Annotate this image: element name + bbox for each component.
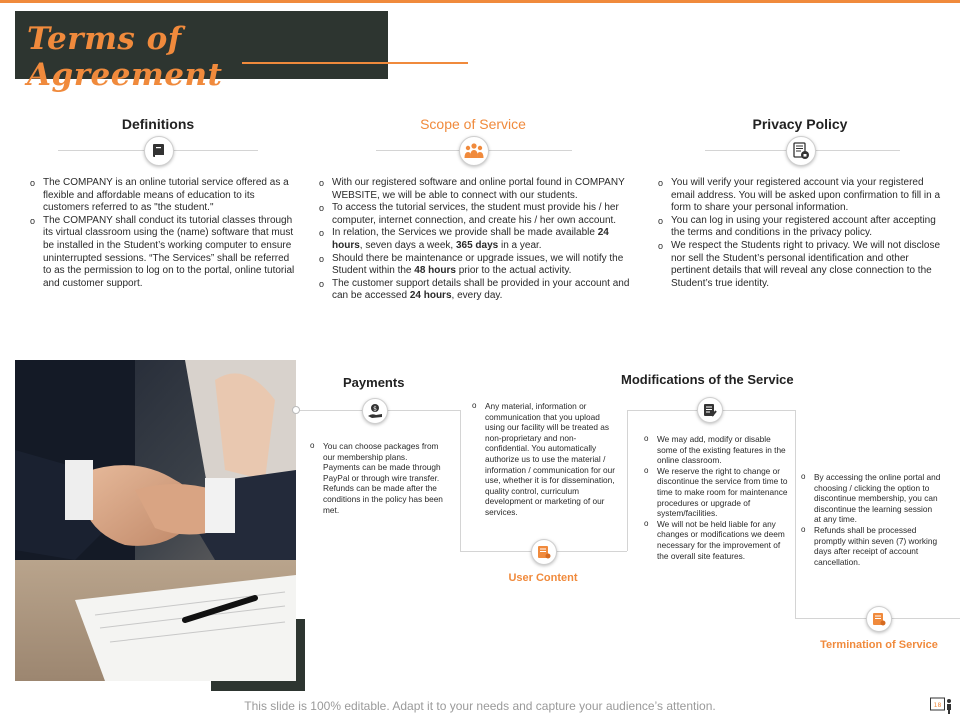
scope-item: o In relation, the Services we provide shall be made available 24 hours, seven days a week, 365 days in a year. (319, 227, 631, 252)
privacy-item: o You will verify your registered account via your registered email address. You will be asked upon confirmation to fill in a form to share your personal information. (658, 177, 948, 215)
definitions-icon-circle (144, 136, 174, 166)
termination-icon (872, 612, 886, 626)
modifications-heading: Modifications of the Service (621, 372, 794, 387)
definitions-item: o The COMPANY shall conduct its tutorial classes through its virtual classroom using the (name) software that must be installed in the Student’s working computer to ensure uninterrupted sessions. “The Services” shall be referred to as the permission to log on to the portal, online tutorial and customer support. (30, 215, 296, 291)
modifications-item: o We will not be held liable for any changes or modifications we deem necessary for the improvement of the overall site features. (644, 519, 788, 561)
scope-heading: Scope of Service (420, 116, 526, 132)
book-icon (152, 143, 166, 159)
page-number-badge (930, 697, 954, 715)
user-content-label: User Content (508, 572, 578, 584)
definitions-heading: Definitions (121, 116, 195, 132)
privacy-item: o You can log in using your registered account after accepting the terms and conditions in the privacy policy. (658, 215, 948, 240)
privacy-heading: Privacy Policy (752, 116, 848, 132)
handshake-photo (15, 360, 296, 681)
scope-icon-circle (459, 136, 489, 166)
title-underline (242, 62, 468, 64)
termination-label: Termination of Service (820, 639, 938, 651)
modifications-icon-circle (697, 397, 723, 423)
user-content-list (472, 401, 620, 518)
team-icon (464, 142, 484, 160)
timeline-start-dot (292, 406, 300, 414)
user-content-icon-circle (531, 539, 557, 565)
scope-item: o Should there be maintenance or upgrade issues, we will notify the Student within the 48 hours prior to the actual activity. (319, 253, 631, 278)
page-number: 18 (933, 702, 942, 709)
payments-icon-circle (362, 398, 388, 424)
edit-document-icon (703, 403, 717, 417)
timeline-line-4 (627, 410, 628, 551)
modifications-item: o We reserve the right to change or discontinue the service from time to time to make room for maintenance procedures or upgrade of system/facilities. (644, 466, 788, 519)
termination-icon-circle (866, 606, 892, 632)
footer-note: This slide is 100% editable. Adapt it to your needs and capture your audience’s attention. (244, 699, 716, 713)
modifications-item: o We may add, modify or disable some of the existing features in the online classroom. (644, 434, 788, 466)
svg-text:$: $ (373, 405, 377, 413)
slide-title: Terms of Agreement (27, 21, 223, 93)
scope-item: o The customer support details shall be provided in your account and can be accessed 24 hours, every day. (319, 278, 631, 303)
payments-list (310, 441, 445, 515)
money-hand-icon (367, 403, 383, 419)
handshake-image (15, 360, 296, 681)
definitions-item: o The COMPANY is an online tutorial service offered as a flexible and affordable means of education to its customers referred to as "the student." (30, 177, 296, 215)
top-accent-line (0, 0, 960, 3)
termination-item: o By accessing the online portal and choosing / clicking the option to discontinue membership, you can discontinue the learning session at any time. (801, 472, 941, 525)
termination-list (801, 472, 941, 567)
scope-list (319, 177, 631, 303)
termination-item: o Refunds shall be processed promptly within seven (7) working days after receipt of account cancellation. (801, 525, 941, 567)
title-box (15, 11, 388, 93)
timeline-line-6 (795, 410, 796, 618)
privacy-icon-circle (786, 136, 816, 166)
scope-item: o With our registered software and online portal found in COMPANY WEBSITE, we will be able to connect with our students. (319, 177, 631, 202)
privacy-item: o We respect the Students right to privacy. We will not disclose nor sell the Student’s personal identification and other pertinent details that will reveal any close connection to the Student’s true identity. (658, 240, 948, 290)
payments-heading: Payments (343, 375, 405, 390)
payments-item: o You can choose packages from our membership plans. Payments can be made through PayPal or through wire transfer. Refunds can be made after the conditions in the policy has been met. (310, 441, 445, 515)
timeline-line-2 (460, 410, 461, 551)
presenter-icon (930, 697, 954, 715)
content-icon (537, 545, 551, 559)
privacy-list (658, 177, 948, 290)
definitions-list (30, 177, 296, 290)
scope-item: o To access the tutorial services, the student must provide his / her computer, internet connection, and create his / her own account. (319, 202, 631, 227)
document-lock-icon (792, 142, 810, 160)
user-content-item: o Any material, information or communication that you upload using our facility will be treated as non-proprietary and non-confidential. You automatically authorize us to use the material / information / communication for our use, whether it is for dissemination, quality control, curriculum development or marketing of our services. (472, 401, 620, 518)
modifications-list (644, 434, 788, 561)
